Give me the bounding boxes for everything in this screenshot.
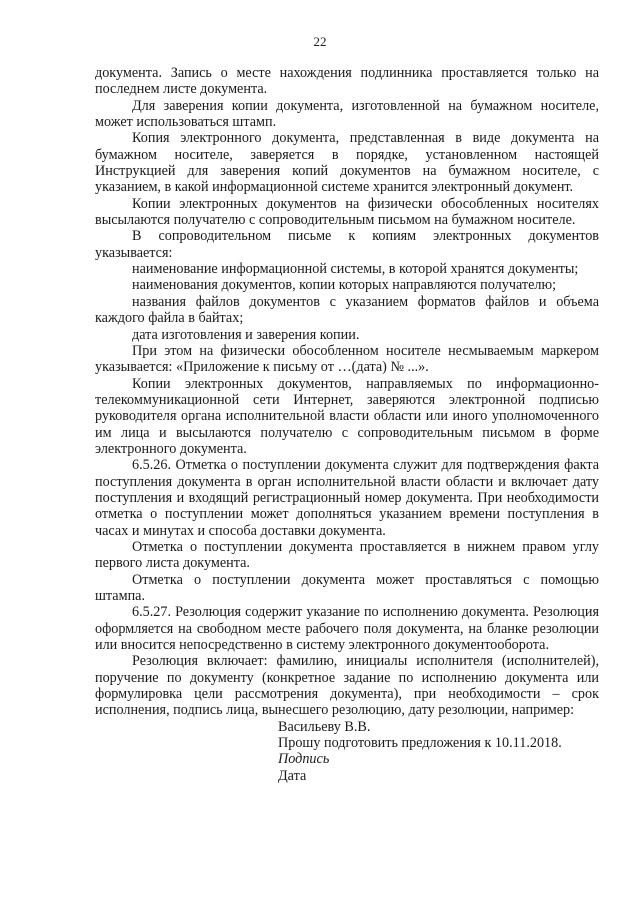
- paragraph-marker-note: При этом на физически обособленном носителе несмываемым маркером указывается: «Приложение к письму от …(дата) № ...».: [95, 342, 599, 376]
- paragraph-receipt-mark-stamp: Отметка о поступлении документа может проставляться с помощью штампа.: [95, 571, 599, 604]
- example-date: Дата: [278, 767, 307, 784]
- list-item-copy-date: дата изготовления и заверения копии.: [132, 326, 360, 343]
- paragraph-receipt-mark-location: Отметка о поступлении документа проставляется в нижнем правом углу первого листа документа.: [95, 538, 599, 572]
- example-addressee: Васильеву В.В.: [278, 718, 371, 735]
- paragraph-internet-copies: Копии электронных документов, направляемых по информационно-телекоммуникационной сети Интернет, заверяются электронной подписью руководителя органа исполнительной власти области или иного уполномоченного им лица и высылаются получателю с сопроводительным письмом в форме электронного документа.: [95, 375, 599, 457]
- page-number: 22: [313, 34, 327, 49]
- example-signature: Подпись: [278, 751, 330, 768]
- list-item-document-names: наименования документов, копии которых направляются получателю;: [132, 277, 557, 294]
- list-item-file-names: названия файлов документов с указанием форматов файлов и объема каждого файла в байтах;: [95, 293, 599, 327]
- list-item-system-name: наименование информационной системы, в которой хранятся документы;: [132, 261, 579, 278]
- paragraph-stamp-copy: Для заверения копии документа, изготовленной на бумажном носителе, может использоваться штамп.: [95, 97, 599, 131]
- paragraph-6-5-27: 6.5.27. Резолюция содержит указание по исполнению документа. Резолюция оформляется на свободном месте рабочего поля документа, на бланке резолюции или вносится непосредственно в систему электронного документооборота.: [95, 604, 599, 654]
- example-instruction: Прошу подготовить предложения к 10.11.2018.: [278, 735, 562, 752]
- paragraph-electronic-copy-paper: Копия электронного документа, представленная в виде документа на бумажном носителе, заверяется в порядке, установленном настоящей Инструкцией для заверения копий документов на бумажном носителе, с указанием, в какой информационной системе хранится электронный документ.: [95, 130, 599, 196]
- paragraph-physical-media-copies: Копии электронных документов на физически обособленных носителях высылаются получателю с сопроводительным письмом на бумажном носителе.: [95, 195, 599, 229]
- resolution-example: [278, 719, 599, 784]
- paragraph-cover-letter-intro: В сопроводительном письме к копиям электронных документов указывается:: [95, 228, 599, 261]
- body-text: [95, 65, 599, 784]
- paragraph-continuation: документа. Запись о месте нахождения подлинника проставляется только на последнем листе документа.: [95, 65, 599, 98]
- paragraph-6-5-26: 6.5.26. Отметка о поступлении документа служит для подтверждения факта поступления документа в орган исполнительной власти области и включает дату поступления и входящий регистрационный номер документа. При необходимости отметка о поступлении может дополняться указанием времени поступления в часах и минутах и способа доставки документа.: [95, 457, 599, 539]
- paragraph-resolution-contents: Резолюция включает: фамилию, инициалы исполнителя (исполнителей), поручение по документу (конкретное задание по исполнению документа или формулировка цели рассмотрения документа), при необходимости – срок исполнения, подпись лица, вынесшего резолюцию, дату резолюции, например:: [95, 653, 599, 719]
